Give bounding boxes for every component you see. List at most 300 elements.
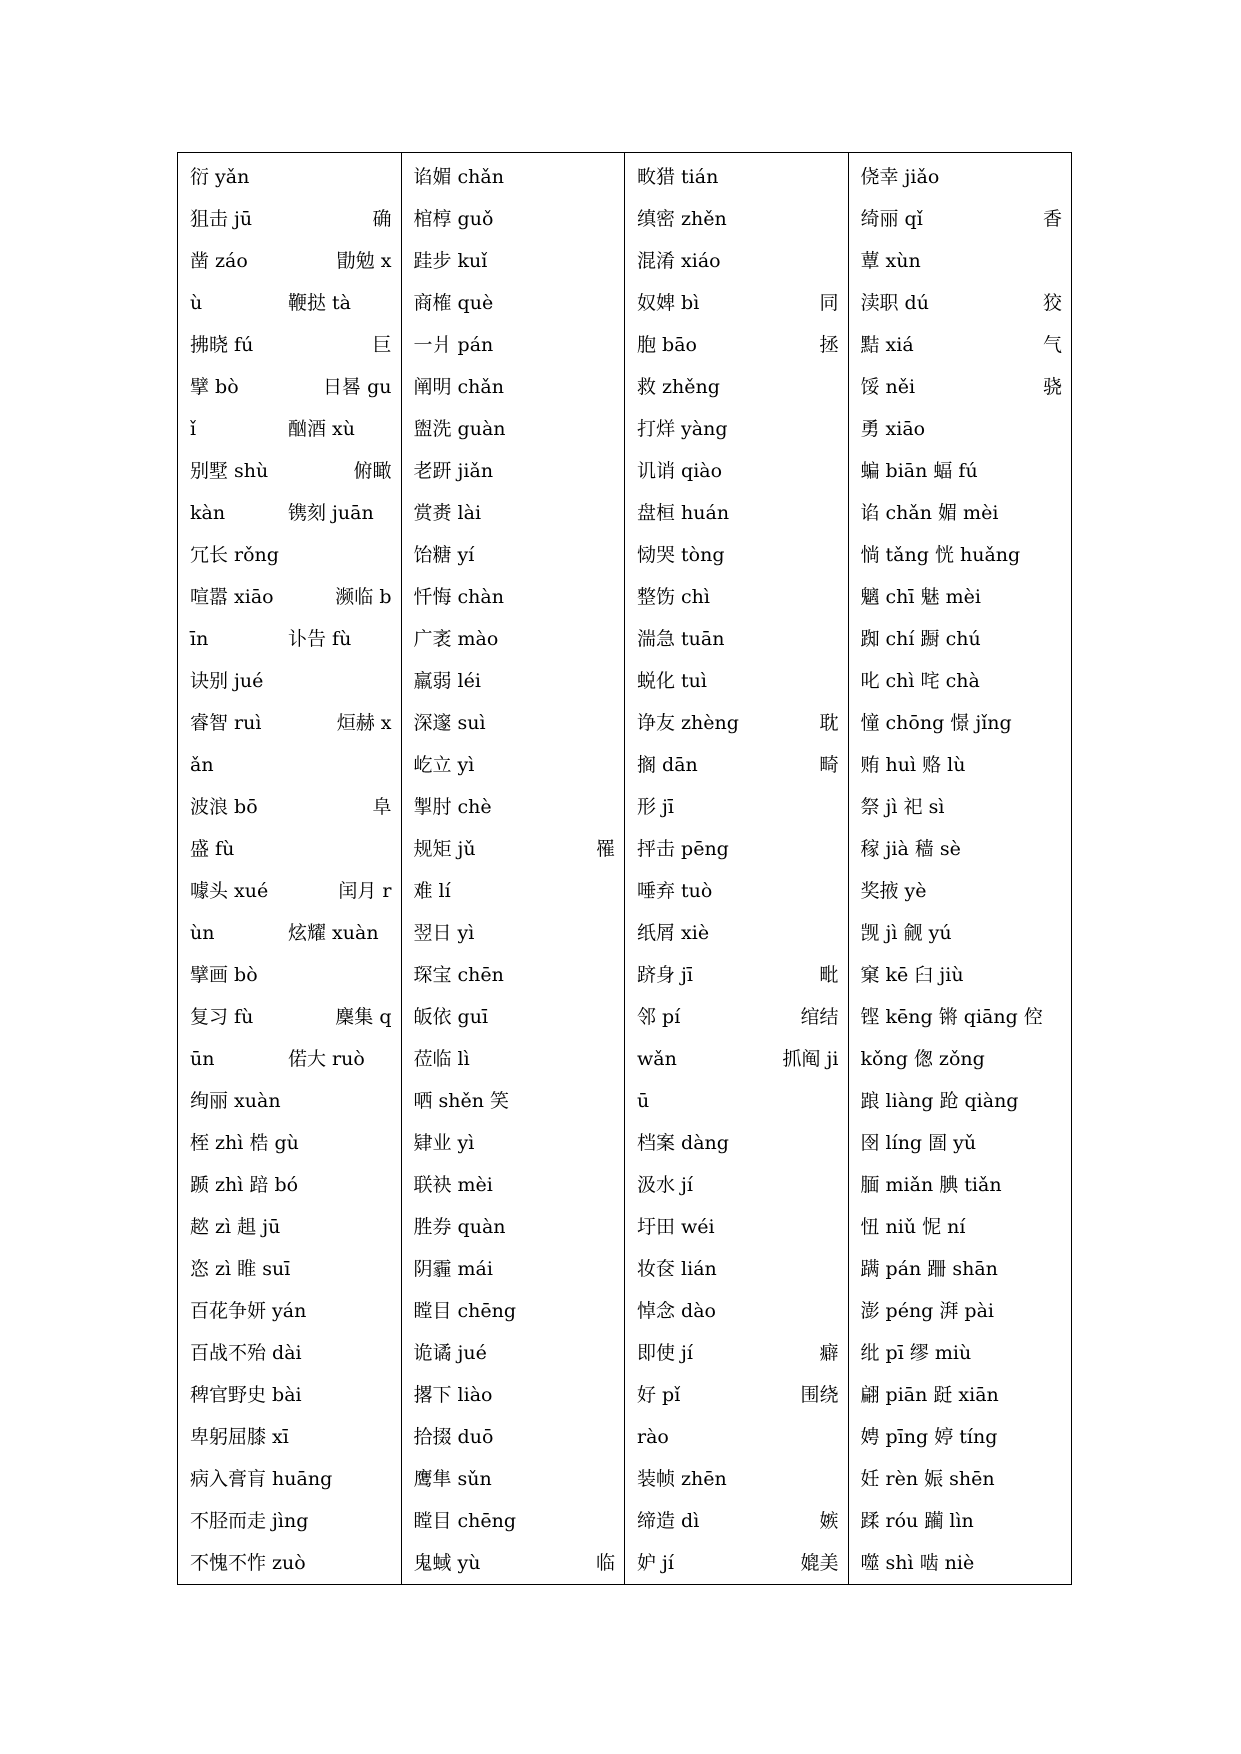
word-entry: 狡: [1042, 292, 1062, 314]
word-entry: 蹒 pán 跚 shān: [860, 1258, 998, 1280]
word-entry: 日晷 gu: [323, 376, 392, 398]
word-line: [637, 744, 839, 786]
word-line: [190, 828, 392, 870]
word-entry: 澎 péng 湃 pài: [860, 1300, 994, 1322]
word-entry: 罹: [595, 838, 615, 860]
word-entry: 别墅 shù: [190, 460, 269, 482]
word-line: [861, 492, 1063, 534]
word-entry: 衍 yǎn: [190, 166, 250, 188]
word-line: [414, 870, 616, 912]
word-entry: 铿 kēng 锵 qiāng 倥: [860, 1006, 1043, 1028]
word-line: [414, 786, 616, 828]
word-entry: 同: [819, 292, 839, 314]
word-line: [190, 1458, 392, 1500]
word-entry: ùn: [190, 922, 215, 944]
word-entry: 绾结: [800, 1006, 839, 1028]
word-line: [861, 1248, 1063, 1290]
word-entry: 档案 dàng: [637, 1132, 729, 1154]
word-entry: ǎn: [190, 754, 214, 776]
word-entry: 祭 jì 祀 sì: [860, 796, 945, 818]
word-entry: 噬 shì 啮 niè: [860, 1552, 975, 1574]
word-entry: 惝 tǎng 恍 huǎng: [860, 544, 1021, 566]
word-line: [414, 954, 616, 996]
word-line: [414, 1038, 616, 1080]
word-entry: 缔造 dì: [637, 1510, 700, 1532]
word-entry: 绮丽 qǐ: [860, 208, 923, 230]
word-line: [414, 366, 616, 408]
word-entry: 喧嚣 xiāo: [190, 586, 274, 608]
word-line: [190, 1164, 392, 1206]
word-line: [414, 828, 616, 870]
word-entry: 忸 niǔ 怩 ní: [860, 1216, 966, 1238]
word-entry: 鬼蜮 yù: [413, 1552, 481, 1574]
word-entry: 诀别 jué: [190, 670, 264, 692]
word-entry: 琛宝 chēn: [413, 964, 504, 986]
word-entry: 噱头 xué: [190, 880, 269, 902]
word-entry: 渎职 dú: [860, 292, 929, 314]
word-entry: 凿 záo: [190, 250, 248, 272]
word-line: [414, 1164, 616, 1206]
word-entry: 冗长 rǒng: [190, 544, 279, 566]
word-entry: 救 zhěng: [637, 376, 720, 398]
word-entry: 复习 fù: [190, 1006, 254, 1028]
word-entry: 恸哭 tòng: [637, 544, 725, 566]
word-line: [861, 1290, 1063, 1332]
word-line: [414, 912, 616, 954]
word-entry: 拂晓 fú: [190, 334, 254, 356]
word-line: [414, 660, 616, 702]
word-line: [414, 282, 616, 324]
word-entry: 围绕: [800, 1384, 839, 1406]
word-line: [637, 912, 839, 954]
word-entry: 悼念 dào: [637, 1300, 716, 1322]
word-line: [414, 1248, 616, 1290]
word-entry: 妊 rèn 娠 shēn: [860, 1468, 995, 1490]
word-entry: 踬 zhì 踣 bó: [190, 1174, 299, 1196]
word-line: [190, 618, 392, 660]
word-line: [414, 996, 616, 1038]
word-line: [637, 702, 839, 744]
word-entry: 哂 shěn 笑: [413, 1090, 510, 1112]
word-line: [190, 786, 392, 828]
word-entry: ǐ: [190, 418, 197, 440]
word-entry: 抨击 pēng: [637, 838, 729, 860]
word-entry: kǒng 偬 zǒng: [860, 1048, 985, 1070]
word-entry: 瞠目 chēng: [413, 1510, 517, 1532]
word-entry: 魑 chī 魅 mèi: [860, 586, 981, 608]
word-line: [861, 870, 1063, 912]
word-line: [861, 1164, 1063, 1206]
word-entry: 唾弃 tuò: [637, 880, 713, 902]
word-line: [861, 1080, 1063, 1122]
word-line: [861, 198, 1063, 240]
word-line: [414, 1416, 616, 1458]
word-line: [414, 1374, 616, 1416]
word-line: [414, 1332, 616, 1374]
word-line: [637, 1542, 839, 1584]
word-entry: 妒 jí: [637, 1552, 675, 1574]
word-entry: rào: [637, 1426, 669, 1448]
word-entry: 馁 něi: [860, 376, 916, 398]
word-entry: 跬步 kuǐ: [413, 250, 488, 272]
word-line: [637, 786, 839, 828]
word-entry: 翌日 yì: [413, 922, 475, 944]
word-entry: 趑 zì 趄 jū: [190, 1216, 281, 1238]
word-entry: 一爿 pán: [413, 334, 494, 356]
word-line: [637, 954, 839, 996]
word-entry: 赏赉 lài: [413, 502, 482, 524]
word-line: [414, 576, 616, 618]
word-line: [637, 1458, 839, 1500]
word-line: [414, 744, 616, 786]
word-entry: 蹂 róu 躏 lìn: [860, 1510, 974, 1532]
word-entry: 跻身 jī: [637, 964, 694, 986]
word-entry: 癖: [819, 1342, 839, 1364]
word-entry: 抓阄 ji: [782, 1048, 839, 1070]
word-line: [190, 1248, 392, 1290]
word-entry: 瞠目 chēng: [413, 1300, 517, 1322]
word-line: [637, 996, 839, 1038]
word-line: [414, 1290, 616, 1332]
word-line: [637, 240, 839, 282]
word-entry: 鞭挞 tà: [288, 292, 352, 314]
word-line: [861, 282, 1063, 324]
word-entry: 屹立 yì: [413, 754, 475, 776]
word-line: [637, 1038, 839, 1080]
word-entry: 窠 kē 臼 jiù: [860, 964, 964, 986]
word-entry: 百花争妍 yán: [190, 1300, 307, 1322]
word-line: [861, 1038, 1063, 1080]
word-entry: 烜赫 x: [336, 712, 392, 734]
word-line: [637, 870, 839, 912]
word-entry: 畋猎 tián: [637, 166, 719, 188]
word-entry: 奴婢 bì: [637, 292, 700, 314]
word-line: [637, 1206, 839, 1248]
word-entry: 确: [372, 208, 392, 230]
word-line: [190, 744, 392, 786]
word-entry: 香: [1042, 208, 1062, 230]
word-line: [414, 198, 616, 240]
word-line: [190, 282, 392, 324]
word-entry: 邻 pí: [637, 1006, 681, 1028]
word-line: [190, 1500, 392, 1542]
word-entry: 擘画 bò: [190, 964, 258, 986]
word-line: [190, 1332, 392, 1374]
word-entry: 波浪 bō: [190, 796, 258, 818]
word-entry: 踟 chí 蹰 chú: [860, 628, 981, 650]
word-line: [637, 1416, 839, 1458]
word-entry: 难 lí: [413, 880, 451, 902]
word-line: [637, 1290, 839, 1332]
word-line: [414, 324, 616, 366]
word-entry: 规矩 jǔ: [413, 838, 476, 860]
word-entry: 百战不殆 dài: [190, 1342, 302, 1364]
word-line: [861, 240, 1063, 282]
word-line: [861, 450, 1063, 492]
word-entry: 谄媚 chǎn: [413, 166, 504, 188]
word-line: [414, 1080, 616, 1122]
word-entry: wǎn: [637, 1048, 677, 1070]
word-line: [190, 1290, 392, 1332]
word-line: [861, 1500, 1063, 1542]
word-entry: 羸弱 léi: [413, 670, 481, 692]
word-entry: 联袂 mèi: [413, 1174, 493, 1196]
word-line: [414, 240, 616, 282]
word-line: [190, 954, 392, 996]
word-line: [861, 156, 1063, 198]
word-line: [190, 702, 392, 744]
word-entry: 黠 xiá: [860, 334, 914, 356]
word-entry: 畸: [819, 754, 839, 776]
word-line: [861, 660, 1063, 702]
word-entry: 广袤 mào: [413, 628, 499, 650]
word-entry: īn: [190, 628, 209, 650]
word-entry: 忏悔 chàn: [413, 586, 504, 608]
word-entry: 炫耀 xuàn: [288, 922, 379, 944]
word-entry: 奖掖 yè: [860, 880, 927, 902]
word-line: [190, 576, 392, 618]
word-entry: 撂下 liào: [413, 1384, 493, 1406]
word-entry: 狙击 jū: [190, 208, 253, 230]
word-line: [190, 1206, 392, 1248]
word-line: [414, 156, 616, 198]
word-entry: 俯瞰: [353, 460, 392, 482]
word-line: [190, 912, 392, 954]
word-entry: 装帧 zhēn: [637, 1468, 727, 1490]
word-entry: 嫉: [819, 1510, 839, 1532]
word-entry: ūn: [190, 1048, 215, 1070]
word-entry: 掣肘 chè: [413, 796, 492, 818]
word-entry: 酗酒 xù: [288, 418, 355, 440]
word-entry: 商榷 què: [413, 292, 494, 314]
word-entry: 盥洗 guàn: [413, 418, 506, 440]
word-entry: 侥幸 jiǎo: [860, 166, 940, 188]
word-line: [861, 954, 1063, 996]
word-entry: ū: [637, 1090, 650, 1112]
word-entry: 蜕化 tuì: [637, 670, 707, 692]
word-entry: 稗官野史 bài: [190, 1384, 302, 1406]
word-entry: 勇 xiāo: [860, 418, 926, 440]
word-entry: 妆奁 lián: [637, 1258, 717, 1280]
word-entry: 皈依 guī: [413, 1006, 489, 1028]
word-entry: 腼 miǎn 腆 tiǎn: [860, 1174, 1002, 1196]
word-entry: 阐明 chǎn: [413, 376, 504, 398]
word-entry: 桎 zhì 梏 gù: [190, 1132, 299, 1154]
word-line: [637, 576, 839, 618]
word-line: [414, 1206, 616, 1248]
word-entry: 病入膏肓 huāng: [190, 1468, 333, 1490]
word-line: [637, 366, 839, 408]
word-entry: 不胫而走 jìng: [190, 1510, 309, 1532]
word-entry: 叱 chì 咤 chà: [860, 670, 980, 692]
word-line: [190, 534, 392, 576]
word-entry: 盘桓 huán: [637, 502, 730, 524]
word-line: [190, 198, 392, 240]
word-entry: 拯: [819, 334, 839, 356]
word-line: [190, 1080, 392, 1122]
word-line: [637, 1164, 839, 1206]
word-entry: 媲美: [800, 1552, 839, 1574]
word-entry: 濒临 b: [335, 586, 392, 608]
word-entry: 诡谲 jué: [413, 1342, 487, 1364]
word-entry: 踉 liàng 跄 qiàng: [860, 1090, 1019, 1112]
word-line: [861, 534, 1063, 576]
word-entry: 即使 jí: [637, 1342, 694, 1364]
word-line: [861, 744, 1063, 786]
word-line: [414, 1122, 616, 1164]
word-entry: 汲水 jí: [637, 1174, 694, 1196]
word-entry: 勖勉 x: [336, 250, 392, 272]
word-line: [861, 408, 1063, 450]
word-entry: 阜: [372, 796, 392, 818]
word-entry: 整饬 chì: [637, 586, 710, 608]
word-entry: 圩田 wéi: [637, 1216, 715, 1238]
word-line: [414, 1458, 616, 1500]
word-line: [637, 198, 839, 240]
word-line: [637, 450, 839, 492]
word-line: [637, 1332, 839, 1374]
word-entry: 谄 chǎn 媚 mèi: [860, 502, 999, 524]
word-entry: 讣告 fù: [288, 628, 352, 650]
word-entry: 棺椁 guǒ: [413, 208, 494, 230]
word-line: [190, 870, 392, 912]
table-column-1: [178, 153, 402, 1584]
word-line: [190, 1374, 392, 1416]
word-entry: 湍急 tuān: [637, 628, 725, 650]
word-entry: 稼 jià 穑 sè: [860, 838, 961, 860]
word-line: [637, 282, 839, 324]
word-line: [637, 534, 839, 576]
word-entry: 阴霾 mái: [413, 1258, 493, 1280]
word-line: [414, 702, 616, 744]
word-entry: 不愧不怍 zuò: [190, 1552, 306, 1574]
word-line: [637, 828, 839, 870]
word-entry: 耽: [819, 712, 839, 734]
word-line: [637, 660, 839, 702]
word-entry: 翩 piān 跹 xiān: [860, 1384, 999, 1406]
word-line: [414, 450, 616, 492]
word-entry: 诤友 zhèng: [637, 712, 739, 734]
word-entry: 讥诮 qiào: [637, 460, 723, 482]
word-entry: 肄业 yì: [413, 1132, 475, 1154]
word-line: [190, 492, 392, 534]
word-line: [190, 1416, 392, 1458]
table-column-3: [625, 153, 849, 1584]
word-line: [637, 408, 839, 450]
word-entry: 闰月 r: [338, 880, 392, 902]
word-entry: 拾掇 duō: [413, 1426, 494, 1448]
word-entry: 混淆 xiáo: [637, 250, 721, 272]
word-entry: 蕈 xùn: [860, 250, 921, 272]
word-entry: 偌大 ruò: [288, 1048, 365, 1070]
word-entry: 擘 bò: [190, 376, 239, 398]
word-line: [190, 1122, 392, 1164]
word-entry: 卑躬屈膝 xī: [190, 1426, 289, 1448]
word-entry: 莅临 lì: [413, 1048, 470, 1070]
word-entry: 饴糖 yí: [413, 544, 475, 566]
word-line: [637, 1122, 839, 1164]
word-line: [637, 618, 839, 660]
word-entry: 打烊 yàng: [637, 418, 728, 440]
word-line: [637, 1248, 839, 1290]
word-line: [637, 324, 839, 366]
word-line: [861, 618, 1063, 660]
word-line: [414, 492, 616, 534]
word-entry: 骁: [1042, 376, 1062, 398]
word-entry: 巨: [372, 334, 392, 356]
word-line: [861, 1458, 1063, 1500]
word-line: [861, 324, 1063, 366]
word-entry: 胜券 quàn: [413, 1216, 506, 1238]
word-line: [637, 1500, 839, 1542]
word-line: [637, 1374, 839, 1416]
word-line: [190, 324, 392, 366]
word-line: [861, 1206, 1063, 1248]
word-line: [637, 492, 839, 534]
word-entry: kàn: [190, 502, 226, 524]
word-entry: 囹 líng 圄 yǔ: [860, 1132, 977, 1154]
word-line: [414, 408, 616, 450]
word-entry: 憧 chōng 憬 jǐng: [860, 712, 1012, 734]
word-line: [190, 366, 392, 408]
word-line: [414, 618, 616, 660]
word-line: [414, 534, 616, 576]
word-line: [861, 912, 1063, 954]
word-entry: 好 pǐ: [637, 1384, 681, 1406]
word-line: [861, 576, 1063, 618]
word-line: [861, 1122, 1063, 1164]
word-entry: 临: [595, 1552, 615, 1574]
word-line: [861, 1374, 1063, 1416]
word-entry: 娉 pīng 婷 tíng: [860, 1426, 998, 1448]
word-entry: 绚丽 xuàn: [190, 1090, 281, 1112]
word-entry: 睿智 ruì: [190, 712, 262, 734]
word-line: [190, 156, 392, 198]
word-entry: 毗: [819, 964, 839, 986]
word-line: [861, 786, 1063, 828]
word-line: [190, 408, 392, 450]
word-line: [637, 1080, 839, 1122]
word-entry: 镌刻 juān: [288, 502, 374, 524]
word-entry: 缜密 zhěn: [637, 208, 727, 230]
word-entry: 胞 bāo: [637, 334, 697, 356]
word-line: [861, 1542, 1063, 1584]
word-entry: 贿 huì 赂 lù: [860, 754, 966, 776]
table-column-4: [849, 153, 1072, 1584]
word-line: [190, 1038, 392, 1080]
word-line: [861, 1416, 1063, 1458]
word-line: [190, 240, 392, 282]
word-entry: 鹰隼 sǔn: [413, 1468, 492, 1490]
word-line: [861, 702, 1063, 744]
word-entry: 搁 dān: [637, 754, 698, 776]
word-entry: 觊 jì 觎 yú: [860, 922, 952, 944]
word-line: [861, 366, 1063, 408]
word-line: [861, 996, 1063, 1038]
word-entry: 深邃 suì: [413, 712, 486, 734]
word-line: [190, 450, 392, 492]
word-entry: 麇集 q: [335, 1006, 392, 1028]
word-entry: ù: [190, 292, 203, 314]
word-entry: 形 jī: [637, 796, 675, 818]
word-entry: 纸屑 xiè: [637, 922, 710, 944]
word-entry: 老趼 jiǎn: [413, 460, 494, 482]
table-column-2: [402, 153, 626, 1584]
word-line: [190, 996, 392, 1038]
word-entry: 盛 fù: [190, 838, 235, 860]
word-line: [637, 156, 839, 198]
word-line: [190, 660, 392, 702]
